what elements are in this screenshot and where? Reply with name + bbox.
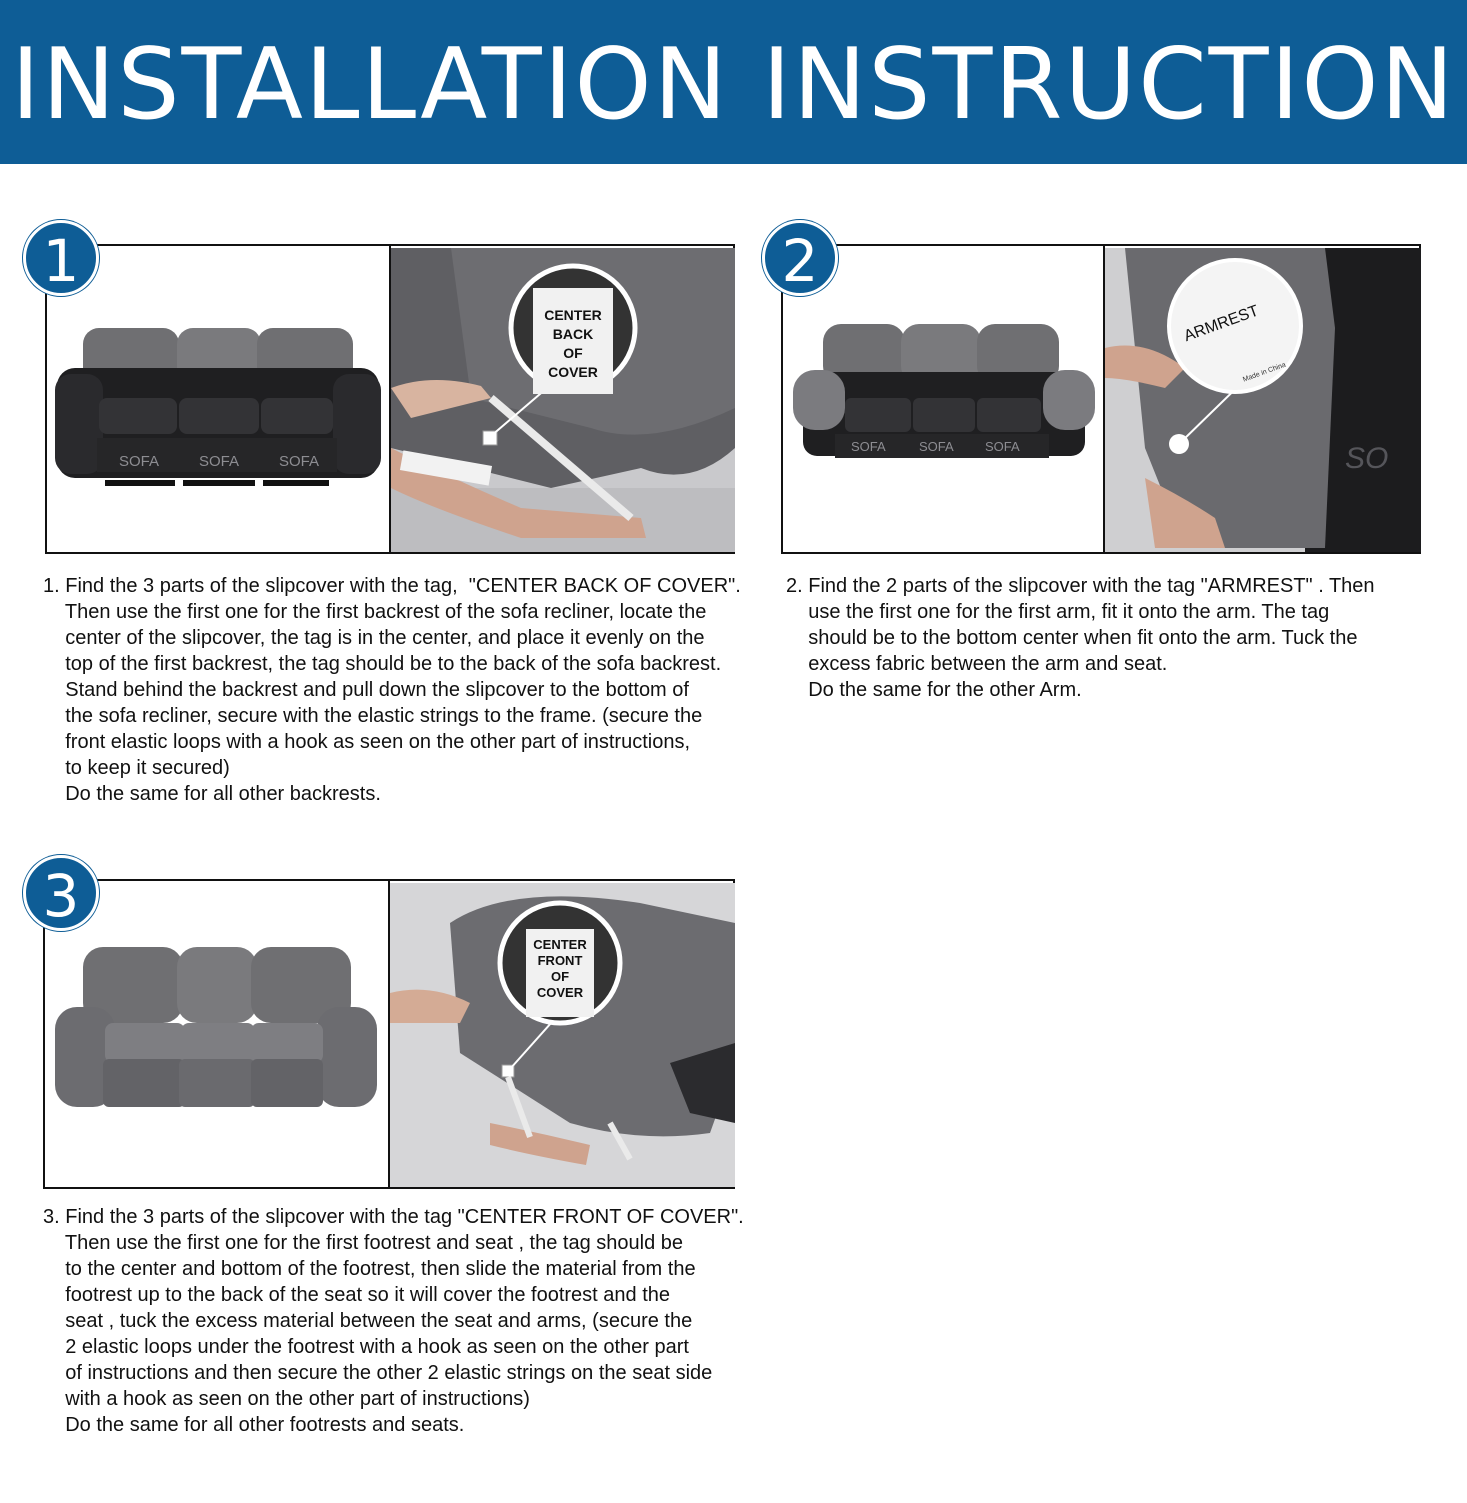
step-3-closeup-photo xyxy=(390,883,735,1187)
step-1-sofa-photo xyxy=(49,248,387,552)
step-1-image-frame xyxy=(45,244,735,554)
step-3-tag-line-3: OF xyxy=(550,969,570,984)
step-2-tag-small: Made in China xyxy=(1242,361,1287,384)
page-title: INSTALLATION INSTRUCTION xyxy=(11,28,1456,142)
step-3-tag-line-2: FRONT xyxy=(537,953,583,968)
step-3-image-frame xyxy=(43,879,735,1189)
step-2-number-badge: 2 xyxy=(762,220,838,296)
step-1-instructions: 1. Find the 3 parts of the slipcover with the tag, "CENTER BACK OF COVER". Then use the first one for the first backrest of the sofa recliner, locate the center of the slipcover, the tag is in the center, and place it evenly on the top of the first backrest, the tag should be to the back of the sofa backrest. Stand behind the backrest and pull down the slipcover to the bottom of the sofa recliner, secure with the elastic strings to the frame. (secure the front elastic loops with a hook as seen on the other part of instructions, to keep it secured) Do the same for all other backrests. xyxy=(43,575,741,805)
step-2-image-frame xyxy=(781,244,1421,554)
step-2-instructions: 2. Find the 2 parts of the slipcover with the tag "ARMREST" . Then use the first one for the first arm, fit it onto the arm. The tag should be to the bottom center when fit onto the arm. Tuck the excess fabric between the arm and seat. Do the same for the other Arm. xyxy=(786,575,1375,701)
step-2-closeup-photo xyxy=(1105,248,1421,552)
step-1-sofa-label-2: SOFA xyxy=(199,453,240,470)
step-1-tag-line-4: COVER xyxy=(548,364,598,380)
step-1-tag-line-2: BACK xyxy=(552,326,594,342)
step-1-closeup-photo xyxy=(391,248,735,552)
step-2-sofa-label-2: SOFA xyxy=(919,439,954,454)
step-3-number-badge: 3 xyxy=(23,855,99,931)
step-3-tag-line-4: COVER xyxy=(536,985,584,1000)
step-2-tag-line-1: ARMREST xyxy=(1181,302,1262,346)
step-1-sofa-label-1: SOFA xyxy=(119,453,160,470)
step-3-tag-line-1: CENTER xyxy=(533,937,587,952)
svg-text:SO: SO xyxy=(1345,442,1389,475)
step-3-sofa-photo xyxy=(47,883,386,1187)
step-1-number-badge: 1 xyxy=(23,220,99,296)
step-2-sofa-label-1: SOFA xyxy=(851,439,886,454)
step-3-instructions: 3. Find the 3 parts of the slipcover with the tag "CENTER FRONT OF COVER". Then use the first one for the first footrest and seat , the tag should be to the center and bottom of the footrest, then slide the material from the footrest up to the back of the seat so it will cover the footrest and the seat , tuck the excess material between the seat and arms, (secure the 2 elastic loops under the footrest with a hook as seen on the other part of instructions and then secure the other 2 elastic strings on the seat side with a hook as seen on the other part of instructions) Do the same for all other footrests and seats. xyxy=(43,1206,744,1436)
step-2-sofa-photo xyxy=(785,248,1101,552)
step-1-tag-line-1: CENTER xyxy=(544,307,602,323)
step-1-tag-line-3: OF xyxy=(563,345,583,361)
step-1-sofa-label-3: SOFA xyxy=(279,453,320,470)
step-2-sofa-label-3: SOFA xyxy=(985,439,1020,454)
header-banner xyxy=(0,0,1467,164)
